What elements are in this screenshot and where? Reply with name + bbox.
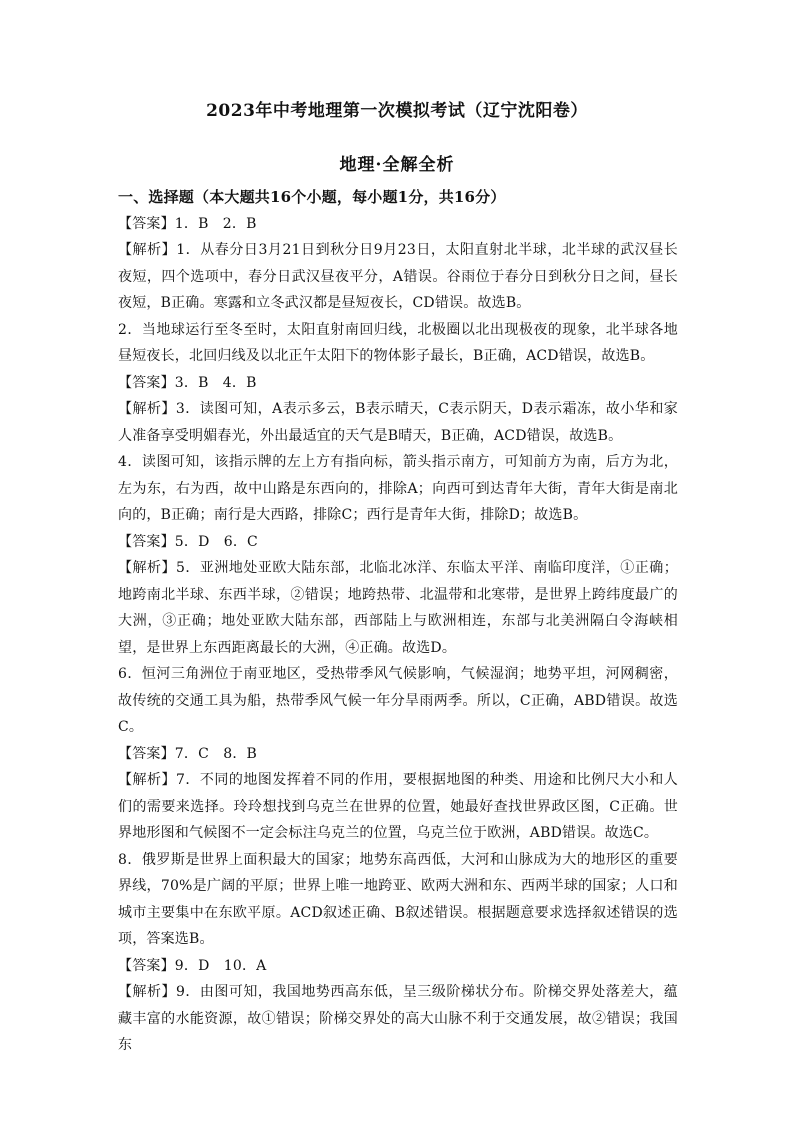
section-heading: 一、选择题（本大题共16个小题，每小题1分，共16分） <box>118 188 506 206</box>
document-subtitle: 地理·全解全析 <box>339 155 455 175</box>
document-title: 2023年中考地理第一次模拟考试（辽宁沈阳卷） <box>206 101 588 121</box>
analysis-5: 【解析】5．亚洲地处亚欧大陆东部，北临北冰洋、东临太平洋、南临印度洋，①正确；地跨南北半球、东西半球，②错误；地跨热带、北温带和北寒带，是世界上跨纬度最广的大洲，③正确；地处亚欧大陆东部，西部陆上与欧洲相连，东部与北美洲隔白令海峡相望，是世界上东西距离最长的大洲，④正确。故选D。 <box>118 560 678 656</box>
answer-1-2: 【答案】1．B 2．B <box>118 215 257 232</box>
analysis-3: 【解析】3．读图可知，A表示多云，B表示晴天，C表示阴天，D表示霜冻，故小华和家人准备享受明媚春光，外出最适宜的天气是B晴天，B正确，ACD错误，故选B。 <box>118 401 678 444</box>
answer-5-6: 【答案】5．D 6．C <box>118 533 258 550</box>
answer-7-8: 【答案】7．C 8．B <box>118 745 258 762</box>
analysis-7: 【解析】7．不同的地图发挥着不同的作用，要根据地图的种类、用途和比例尺大小和人们的需要来选择。玲玲想找到乌克兰在世界的位置，她最好查找世界政区图，C正确。世界地形图和气候图不一定会标注乌克兰的位置，乌克兰位于欧洲，ABD错误。故选C。 <box>118 772 678 841</box>
analysis-2: 2．当地球运行至冬至时，太阳直射南回归线，北极圈以北出现极夜的现象，北半球各地昼短夜长，北回归线及以北正午太阳下的物体影子最长，B正确，ACD错误，故选B。 <box>118 321 678 364</box>
answer-9-10: 【答案】9．D 10．A <box>118 957 267 974</box>
analysis-8: 8．俄罗斯是世界上面积最大的国家；地势东高西低，大河和山脉成为大的地形区的重要界线，70%是广阔的平原；世界上唯一地跨亚、欧两大洲和东、西两半球的国家；人口和城市主要集中在东欧平原。ACD叙述正确、B叙述错误。根据题意要求选择叙述错误的选项，答案选B。 <box>118 851 678 947</box>
analysis-4: 4．读图可知，该指示牌的左上方有指向标，箭头指示南方，可知前方为南，后方为北，左为东，右为西，故中山路是东西向的，排除A；向西可到达青年大街，青年大街是南北向的，B正确；南行是大西路，排除C；西行是青年大街，排除D；故选B。 <box>118 454 678 523</box>
analysis-6: 6．恒河三角洲位于南亚地区，受热带季风气候影响，气候湿润；地势平坦，河网稠密，故传统的交通工具为船，热带季风气候一年分旱雨两季。所以，C正确，ABD错误。故选C。 <box>118 666 678 735</box>
analysis-1: 【解析】1．从春分日3月21日到秋分日9月23日，太阳直射北半球，北半球的武汉昼长夜短，四个选项中，春分日武汉昼夜平分，A错误。谷雨位于春分日到秋分日之间，昼长夜短，B正确。寒露和立冬武汉都是昼短夜长，CD错误。故选B。 <box>118 242 678 311</box>
analysis-9: 【解析】9．由图可知，我国地势西高东低，呈三级阶梯状分布。阶梯交界处落差大，蕴藏丰富的水能资源，故①错误；阶梯交界处的高大山脉不利于交通发展，故②错误；我国东 <box>118 984 678 1053</box>
document-body <box>118 184 678 1059</box>
answer-3-4: 【答案】3．B 4．B <box>118 374 257 391</box>
